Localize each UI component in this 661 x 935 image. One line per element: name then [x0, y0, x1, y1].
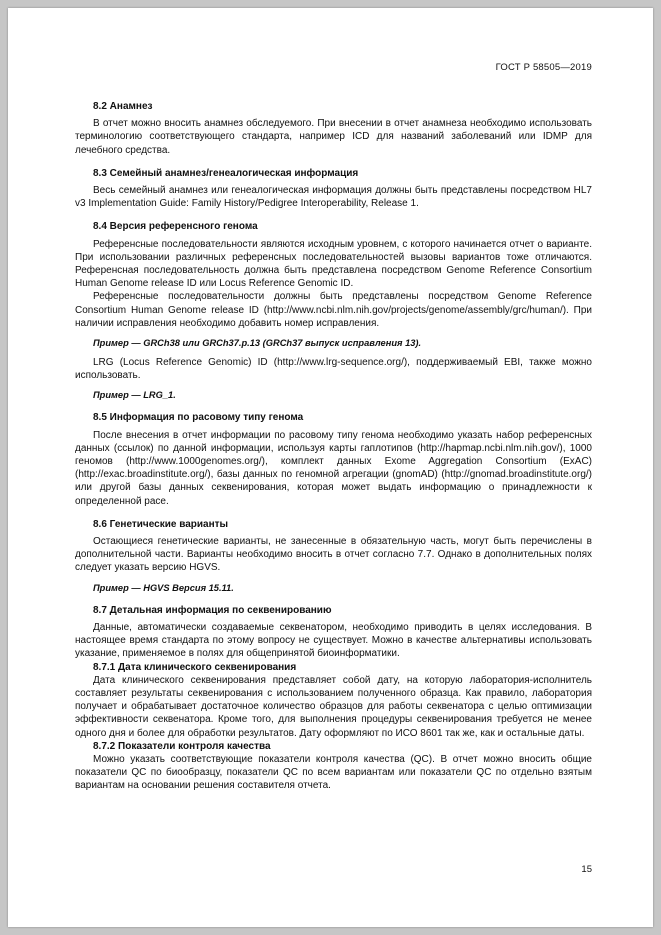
example-note: Пример — GRCh38 или GRCh37.p.13 (GRCh37 выпуск исправления 13).	[93, 338, 422, 349]
paragraph: LRG (Locus Reference Genomic) ID (http://www.lrg-sequence.org/), поддерживаемый EBI, также можно использовать.	[75, 357, 592, 382]
paragraph: Референсные последовательности являются исходным уровнем, с которого начинается отчет о варианте. При использовании различных референсных последовательностей вызовы вариантов тоже отличаются. Референсная последовательность должна быть представлена посредством Genome Reference Consortium Human Genome release ID или Locus Reference Genomic ID.	[75, 238, 592, 290]
section-heading-8-2: 8.2 Анамнез	[93, 101, 153, 112]
paragraph: Можно указать соответствующие показатели контроля качества (QC). В отчет можно вносить общие показатели QC по биообразцу, показатели QC по всем вариантам или показатели QC по отдельно взятым вариантам на основании решения составителя отчета.	[75, 753, 592, 792]
doc-code: ГОСТ Р 58505—2019	[495, 62, 592, 73]
paragraph: Весь семейный анамнез или генеалогическая информация должны быть представлены посредством HL7 v3 Implementation Guide: Family History/Pedigree Interoperability, Release 1.	[75, 185, 592, 210]
paragraph: После внесения в отчет информации по расовому типу генома необходимо указать набор референсных данных (ссылок) по данной информации, используя карты гаплотипов (http://hapmap.ncbi.nlm.nih.gov/), 1000 геномов (http://www.1000genomes.org/), комплект данных Exome Aggregation Consortium (ExAC) (http://exac.broadinstitute.org/), базы данных по геномной агрегации (gnomAD) (http://gnomad.broadinstitute.org/) или другой базы данных секвенирования, которая может выдать информацию о принадлежности к определенной расе.	[75, 429, 592, 507]
document-content	[75, 90, 592, 793]
page-number: 15	[581, 864, 592, 875]
paragraph: В отчет можно вносить анамнез обследуемого. При внесении в отчет анамнеза необходимо использовать терминологию соответствующего стандарта, например ICD для названий заболеваний или IDMP для лечебного средства.	[75, 118, 592, 156]
section-heading-8-7-2: 8.7.2 Показатели контроля качества	[93, 740, 271, 752]
paragraph: Референсные последовательности должны быть представлены посредством Genome Reference Consortium Human Genome release ID (http://www.ncbi.nlm.nih.gov/projects/genome/assembly/grc/human/). При наличии исправления необходимо добавить номер исправления.	[75, 291, 592, 329]
paragraph: Остающиеся генетические варианты, не занесенные в обязательную часть, могут быть перечислены в дополнительной части. Варианты необходимо вносить в отчет согласно 7.7. Однако в дополнительных полях следует указать версию HGVS.	[75, 536, 592, 574]
document-page	[8, 8, 653, 927]
doc-header	[75, 62, 592, 73]
example-note: Пример — HGVS Версия 15.11.	[93, 582, 234, 593]
section-heading-8-6: 8.6 Генетические варианты	[93, 518, 229, 530]
example-note: Пример — LRG_1.	[93, 390, 176, 401]
section-heading-8-7-1: 8.7.1 Дата клинического секвенирования	[93, 661, 297, 673]
section-heading-8-3: 8.3 Семейный анамнез/генеалогическая информация	[93, 167, 359, 179]
paragraph: Данные, автоматически создаваемые секвенатором, необходимо приводить в целях исследования. В настоящее время стандарта по этому вопросу не существует. Можно в качестве альтернативы использовать указание, применяемое в полях для общепринятой биоинформатики.	[75, 621, 592, 660]
section-heading-8-5: 8.5 Информация по расовому типу генома	[93, 412, 304, 424]
section-heading-8-7: 8.7 Детальная информация по секвенированию	[93, 604, 332, 616]
paragraph: Дата клинического секвенирования представляет собой дату, на которую лаборатория-исполнитель составляет результаты секвенирования с использованием полученного образца. Как правило, лаборатория получает и обрабатывает достаточное количество образцов для работы секвенатора с целью оптимизации эффективности секвенатора. Кроме того, для выполнения процедуры секвенирования требуется не менее одного дня и более для обработки результатов. Дату оформляют по ИСО 8601 так же, как и остальные даты.	[75, 674, 592, 739]
section-heading-8-4: 8.4 Версия референсного генома	[93, 221, 258, 233]
